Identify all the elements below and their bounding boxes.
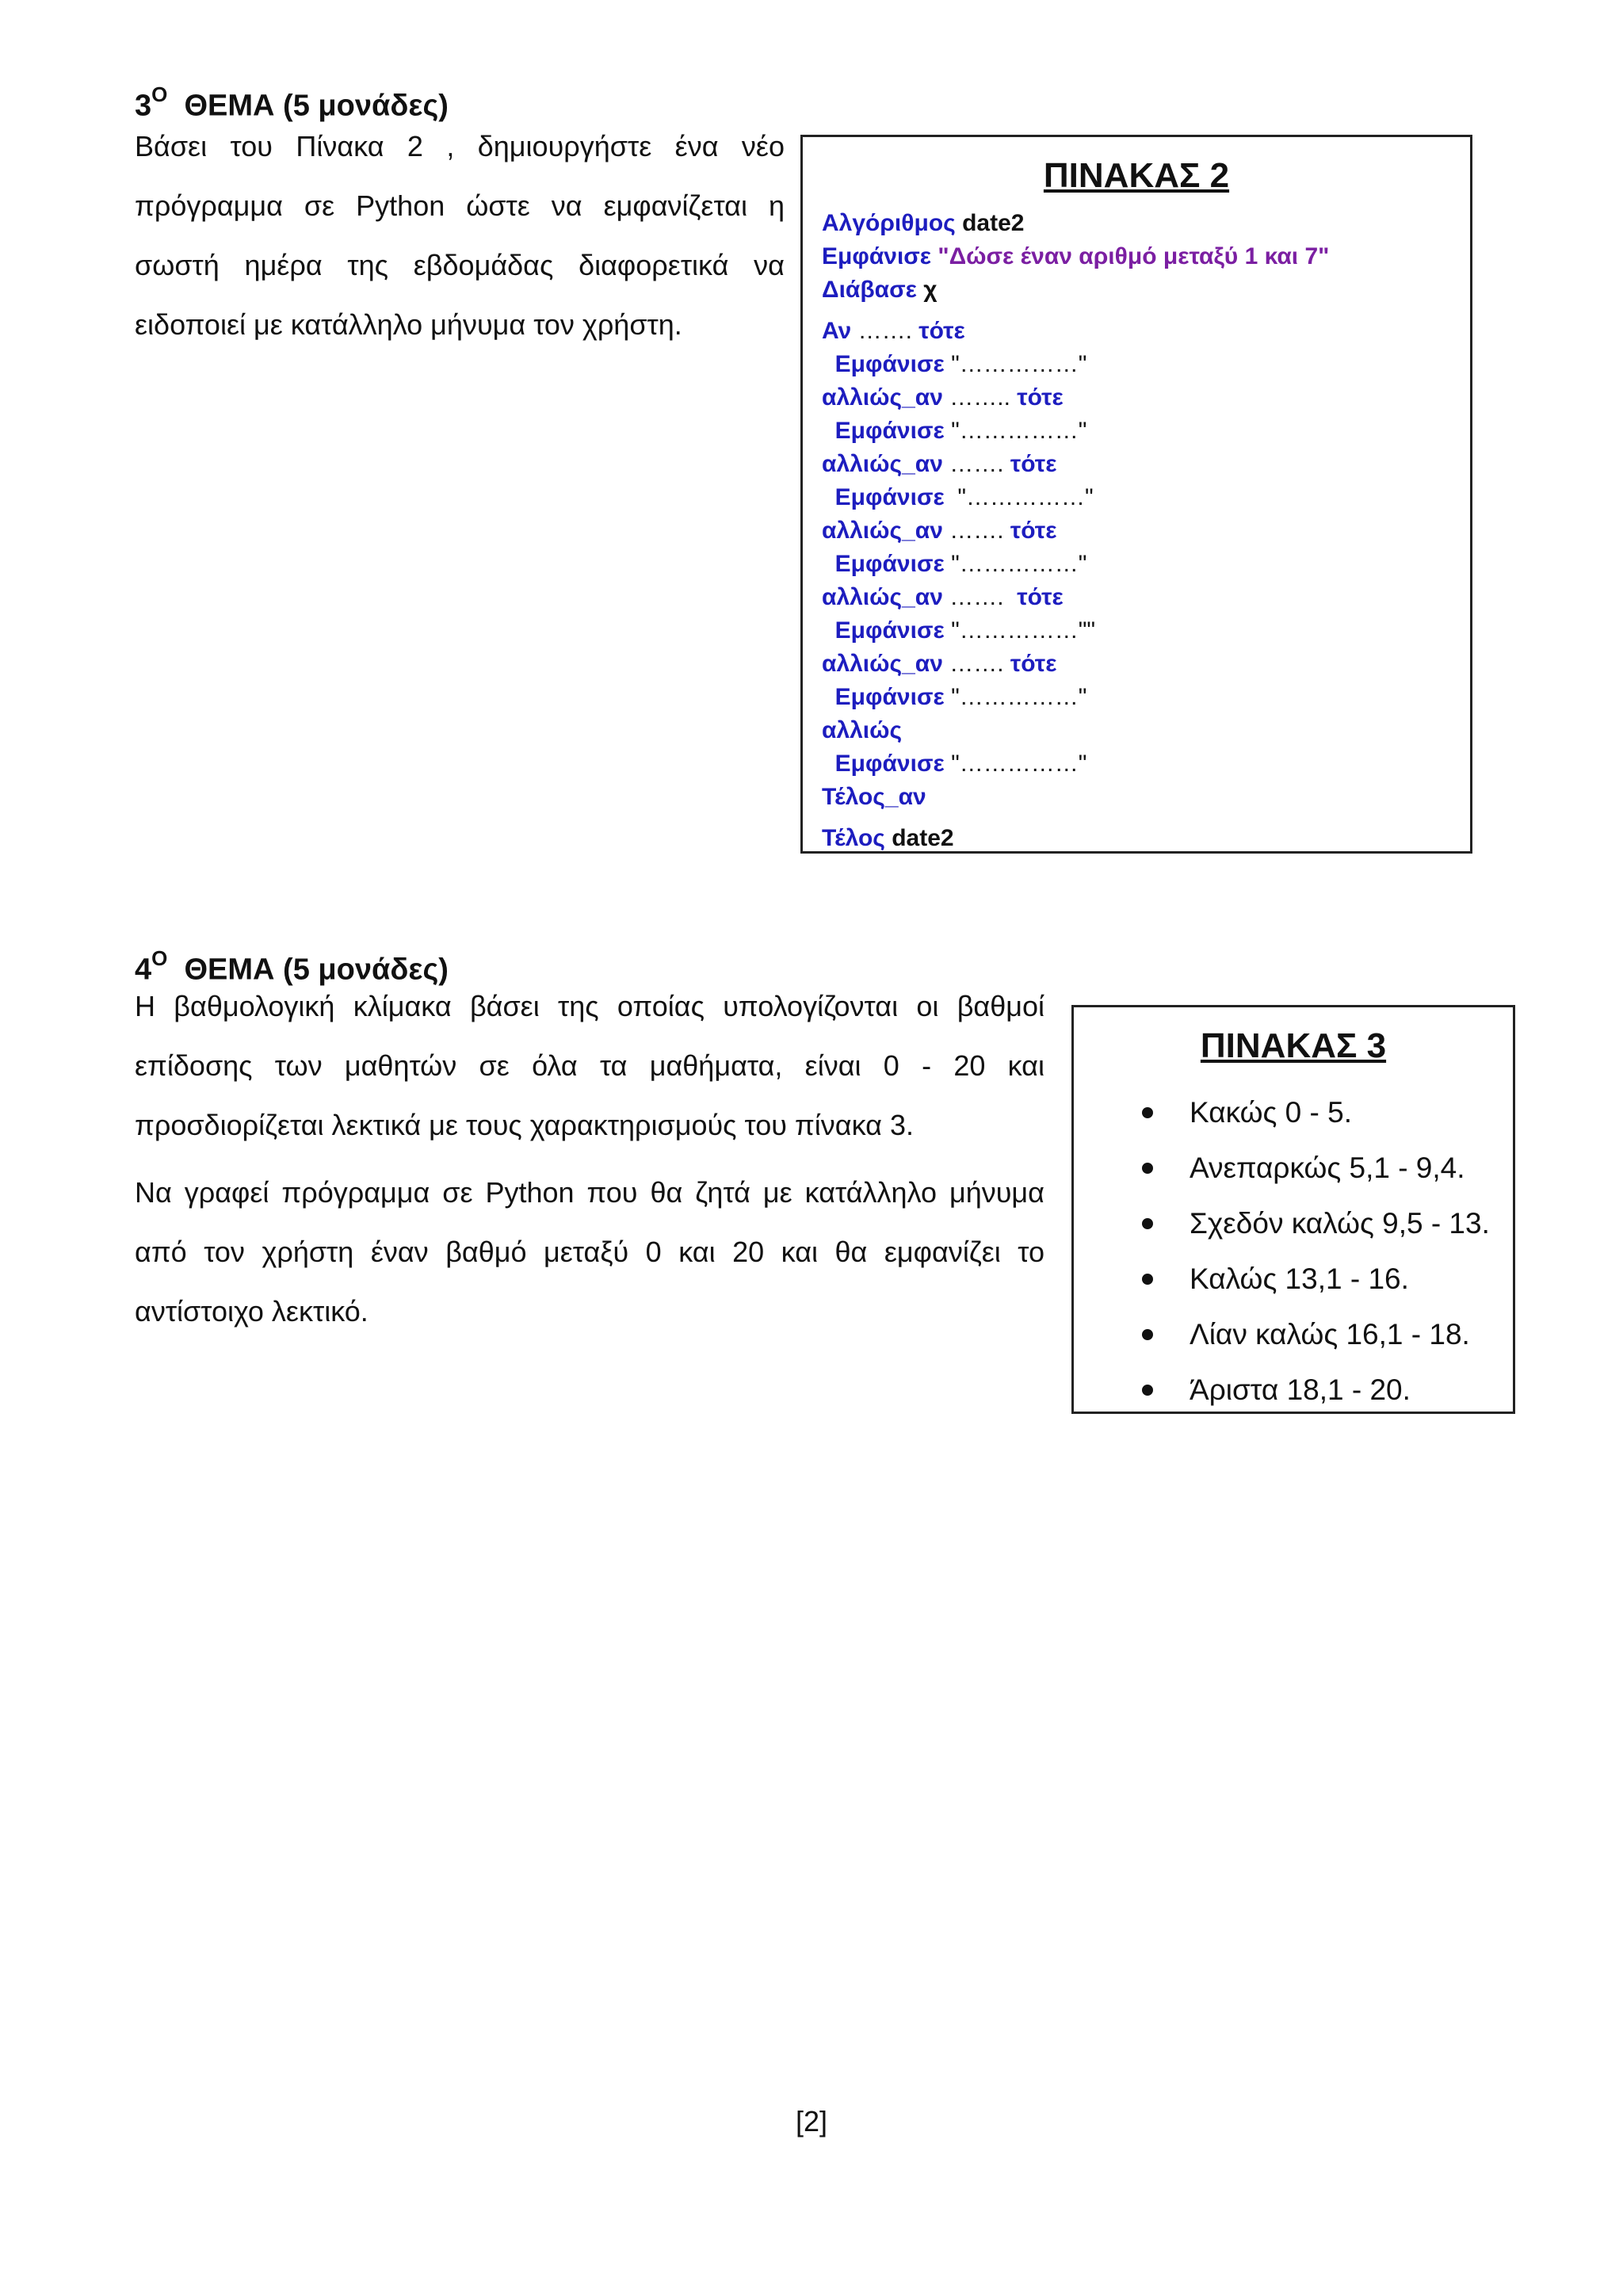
code-line: [822, 548, 1462, 581]
topic3-text: Βάσει του Πίνακα 2 , δημιουργήστε ένα νέο πρόγραμμα σε Python ώστε να εμφανίζεται η σωστή ημέρα της εβδομάδας διαφορετικά να ειδοποιεί με κατάλληλο μήνυμα τον χρήστη.: [135, 130, 785, 341]
list-item-text: Καλώς 13,1 - 16.: [1190, 1263, 1409, 1295]
code-line: [822, 822, 1462, 855]
table3-list: [1142, 1085, 1507, 1418]
table2-code: [822, 207, 1462, 855]
list-item: [1142, 1362, 1507, 1418]
code-token: Τέλος: [822, 825, 885, 851]
code-token: "……………"": [951, 617, 1096, 644]
code-token: Διάβασε: [822, 277, 924, 303]
topic3-title: ΘΕΜΑ (5 μονάδες): [184, 89, 449, 123]
table2-box: [800, 135, 1472, 854]
list-item: [1142, 1196, 1507, 1251]
code-token: "……………": [951, 684, 1087, 710]
code-token: αλλιώς_αν: [822, 451, 950, 477]
code-token: τότε: [1010, 651, 1057, 677]
code-token: Αλγόριθμος: [822, 210, 956, 236]
code-token: "……………": [951, 751, 1087, 777]
code-token: ……..: [949, 384, 1018, 411]
code-line: [822, 614, 1462, 648]
topic4-number: 4: [135, 953, 152, 987]
page-number: [2]: [795, 2105, 828, 2137]
code-token: τότε: [1017, 384, 1064, 411]
code-token: Εμφάνισε: [822, 484, 958, 510]
code-token: …….: [949, 651, 1010, 677]
code-token: χ: [923, 277, 938, 303]
code-token: "Δώσε έναν αριθμό μεταξύ 1 και 7": [938, 243, 1330, 269]
code-line: [822, 415, 1462, 448]
table3-box: [1071, 1005, 1515, 1414]
table2-title: ΠΙΝΑΚΑΣ 2: [1043, 156, 1230, 195]
code-token: date2: [955, 210, 1025, 236]
code-token: …….: [949, 451, 1010, 477]
code-line: [822, 781, 1462, 814]
code-line: [822, 273, 1462, 307]
topic4-text1: Η βαθμολογική κλίμακα βάσει της οποίας υπολογίζονται οι βαθμοί επίδοσης των μαθητών σε όλα τα μαθήματα, είναι 0 - 20 και προσδιορίζεται λεκτικά με τους χαρακτηρισμούς του πίνακα 3.: [135, 990, 1044, 1141]
list-item: [1142, 1307, 1507, 1362]
code-token: τότε: [918, 318, 965, 344]
list-item: [1142, 1085, 1507, 1140]
code-line: [822, 381, 1462, 415]
code-line: [822, 714, 1462, 747]
code-line: [822, 207, 1462, 240]
code-token: αλλιώς_αν: [822, 651, 950, 677]
code-token: Εμφάνισε: [822, 551, 952, 577]
code-token: Εμφάνισε: [822, 751, 952, 777]
topic4-text2: Να γραφεί πρόγραμμα σε Python που θα ζητά με κατάλληλο μήνυμα από τον χρήστη έναν βαθμό μεταξύ 0 και 20 και θα εμφανίζει το αντίστοιχο λεκτικό.: [135, 1176, 1044, 1328]
bullet-icon: [1142, 1163, 1153, 1174]
list-item-text: Σχεδόν καλώς 9,5 - 13.: [1190, 1207, 1490, 1240]
code-token: "……………": [951, 551, 1087, 577]
topic3-number: 3: [135, 89, 152, 123]
code-line: [822, 514, 1462, 548]
code-token: αλλιώς_αν: [822, 584, 950, 610]
topic4-sup: Ο: [151, 946, 168, 970]
code-token: αλλιώς_αν: [822, 518, 950, 544]
bullet-icon: [1142, 1385, 1153, 1396]
list-item-text: Ανεπαρκώς 5,1 - 9,4.: [1190, 1152, 1465, 1184]
code-line: [822, 448, 1462, 481]
code-line: [822, 581, 1462, 614]
code-token: Εμφάνισε: [822, 351, 952, 377]
list-item: [1142, 1251, 1507, 1307]
list-item-text: Κακώς 0 - 5.: [1190, 1096, 1352, 1129]
code-token: …….: [949, 518, 1010, 544]
bullet-icon: [1142, 1329, 1153, 1340]
code-token: αλλιώς: [822, 717, 903, 743]
code-line: [822, 315, 1462, 348]
table3-title: ΠΙΝΑΚΑΣ 3: [1200, 1026, 1387, 1065]
code-token: τότε: [1010, 518, 1057, 544]
code-token: date2: [884, 825, 954, 851]
code-token: "……………": [951, 418, 1087, 444]
code-token: Εμφάνισε: [822, 418, 952, 444]
list-item-text: Λίαν καλώς 16,1 - 18.: [1190, 1318, 1470, 1350]
code-token: Τέλος_αν: [822, 784, 926, 810]
code-line: [822, 348, 1462, 381]
topic3-sup: Ο: [151, 82, 168, 106]
code-token: τότε: [1010, 451, 1057, 477]
bullet-icon: [1142, 1107, 1153, 1118]
code-token: Εμφάνισε: [822, 243, 938, 269]
list-item-text: Άριστα 18,1 - 20.: [1190, 1373, 1411, 1406]
code-token: Εμφάνισε: [822, 684, 952, 710]
code-line: [822, 481, 1462, 514]
code-line: [822, 648, 1462, 681]
code-token: …….: [857, 318, 919, 344]
code-token: Αν: [822, 318, 858, 344]
code-token: αλλιώς_αν: [822, 384, 950, 411]
code-line: [822, 681, 1462, 714]
list-item: [1142, 1140, 1507, 1196]
code-token: …….: [949, 584, 1018, 610]
code-token: "……………": [957, 484, 1094, 510]
code-line: [822, 240, 1462, 273]
code-token: "……………": [951, 351, 1087, 377]
code-line: [822, 747, 1462, 781]
code-token: τότε: [1017, 584, 1064, 610]
code-token: Εμφάνισε: [822, 617, 952, 644]
bullet-icon: [1142, 1218, 1153, 1229]
bullet-icon: [1142, 1274, 1153, 1285]
topic4-title: ΘΕΜΑ (5 μονάδες): [184, 953, 449, 987]
topic4-body: [135, 976, 1044, 1341]
